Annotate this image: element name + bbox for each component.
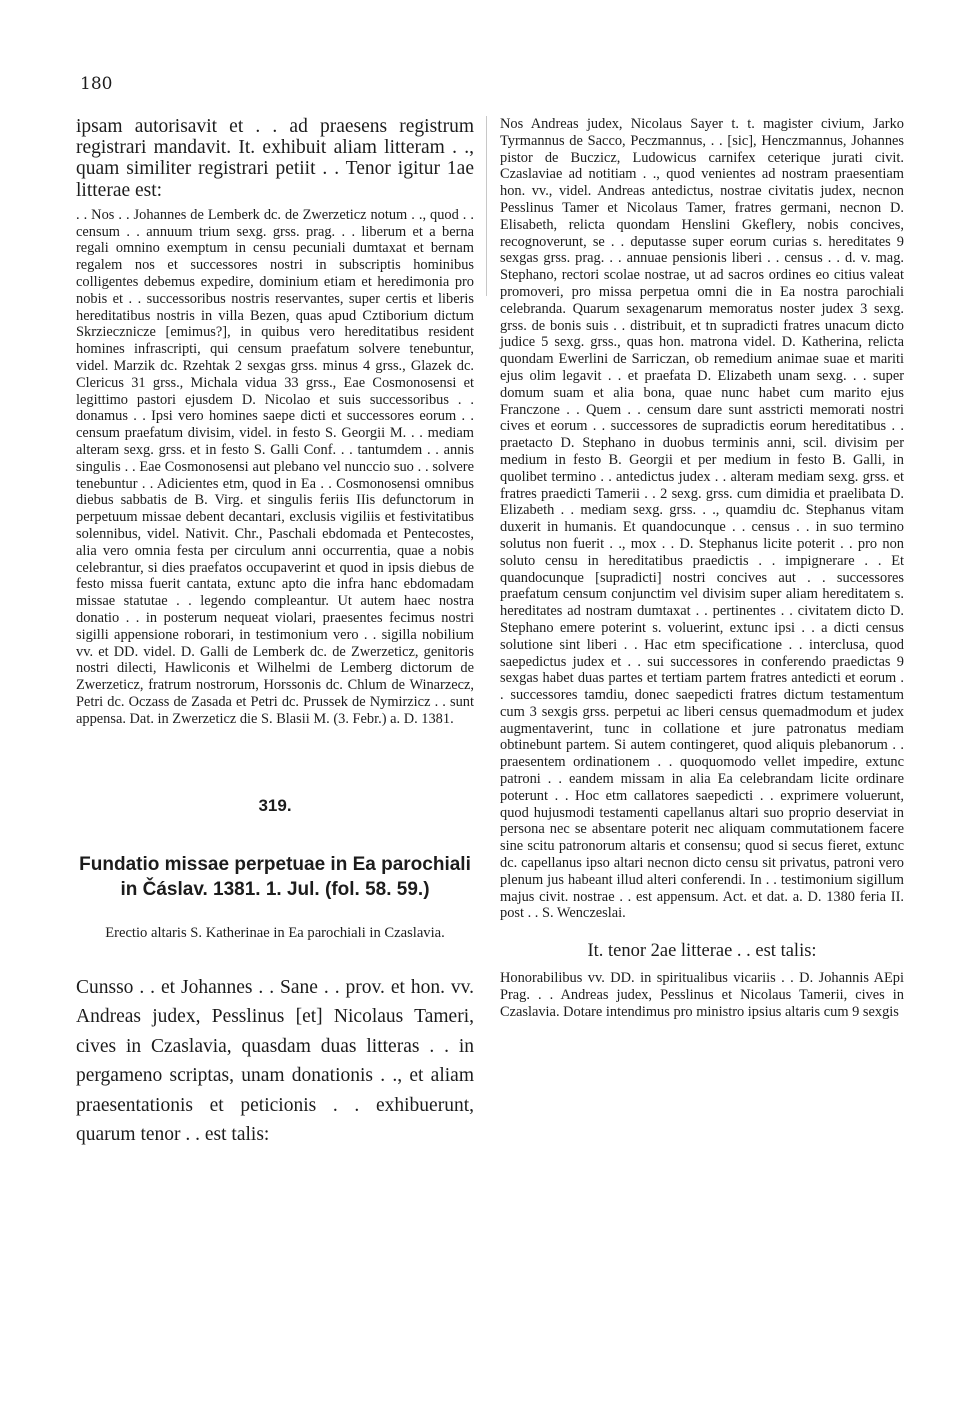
charter-paragraph-left: . . Nos . . Johannes de Lemberk dc. de Zwerzeticz notum . ., quod . . censum . . annuum trium sexg. grss. prag. . . liberum et a berna regali omnino exemptum in censu pecuniali dumtaxat et bernam regalem nos et successores nostri in subscriptis hominibus colligentes debemus expedire, dominium etiam et heredimonia pro nobis et . . successoribus nostris reservantes, super certis et liberis hereditatibus nostris in villa Bezen, quas apud Cztiborium dictum Skrziecznicze [emimus?], in quibus vero hereditatibus resident homines infrascripti, qui censum praefatum solvere tenebuntur, videl. Marzik dc. Rzehtak 2 sexgas grss. minus 4 grss., Glazek dc. Clericus 31 grss., Michala vidua 33 grss., Eae Cosmonosensi et legittimo pastori ejusdem D. Nicolao et suis successoribus . . donamus . . Ipsi vero homines saepe dicti et successores eorum . . censum praefatum divisim, videl. in festo S. Georgii M. . . mediam alteram sexg. grss. et in festo S. Galli Conf. . . tantumdem . . annis singulis . . Eae Cosmonosensi aut plebano vel nunccio suo . . solvere tenebuntur . . Adicientes etm, quod in Ea . . Cosmonosensi omnibus diebus sabbatis de B. Virg. et singulis feriis IIis defunctorum in perpetuum missae debent decantari, exclusis vigiliis et festivitatibus solennibus, videl. Nativit. Chr., Paschali ebdomada et Pentecostes, alia vero omnia festa per circulum anni occurrentia, quae a nobis celebrantur, si dies praefatos occupaverint et quod in ipsis diebus de festo missa fuerit cantata, extunc apto die infra hanc ebdomadam missae statutae . . legendo compleantur. Ut autem haec nostra donatio . . in posterum nequeat violari, praesentes fecimus nostri sigilli appensione roborari, in testimonium vero . . sigilla nobilium vv. et DD. videl. D. Galli de Lemberk dc. de Zwerzeticz, genitoris nostri dilecti, Hawliconis et Wilhelmi de Lemberg dictorum de Zwerzeticz, fratrum nostrorum, Horssonis dc. Chlum de Winarzecz, Petri dc. Oczass de Zasada et Petri dc. Prussek de Nymirzicz . . sunt appensa. Dat. in Zwerzeticz die S. Blasii M. (3. Febr.) a. D. 1381. — [76, 206, 474, 727]
intro-paragraph: ipsam autorisavit et . . ad praesens registrum registrari mandavit. It. exhibuit aliam litteram . ., quam similiter registrari petiit . . Tenor igitur 1ae litterae est: — [76, 116, 474, 201]
left-column — [76, 116, 474, 1150]
page-number: 180 — [80, 74, 113, 94]
second-letter-text: Honorabilibus vv. DD. in spiritualibus vicariis . . D. Johannis AEpi Prag. . . Andreas judex, Pesslinus et Nicolaus Tamerii, cives in Czaslavia. Dotare intendimus pro ministro ipsius altaris cum 9 sexgis — [500, 970, 904, 1020]
second-letter-heading: It. tenor 2ae litterae . . est talis: — [587, 941, 817, 962]
entry-number: 319. — [258, 795, 292, 815]
entry-body: Cunsso . . et Johannes . . Sane . . prov. et hon. vv. Andreas judex, Pesslinus [et] Nicolaus Tameri, cives in Czaslavia, quasdam duas litteras . . in pergameno scriptas, unam donationis . ., et aliam praesentationis et peticionis . . exhibuerunt, quarum tenor . . est talis: — [76, 976, 474, 1146]
entry-subtitle: Erectio altaris S. Katherinae in Ea parochiali in Czaslavia. — [105, 924, 445, 941]
column-divider — [486, 116, 487, 296]
entry-title: Fundatio missae perpetuae in Ea parochiali in Čáslav. 1381. 1. Jul. (fol. 58. 59.) — [79, 853, 471, 900]
right-column — [500, 116, 904, 1021]
charter-paragraph-right: Nos Andreas judex, Nicolaus Sayer t. t. magister civium, Jarko Tyrmannus de Sacco, Peczmannus, . . [sic], Henczmannus, Johannes pistor de Buczicz, Ludowicus carnifex ceterique jurati civit. Czaslaviae ad notitiam . ., quod venientes ad nostram praesentiam hon. vv., videl. Andreas antedictus, nostrae civitatis judex, necnon Pesslinus Tamer et Nicolaus Tamer, fratres germani, necnon D. Elisabeth, relicta quondam Henslini Gkeflery, nobis concives, recognoverunt, se . . deputasse super eorum curias s. hereditates 9 sexgas grss. prag. . . annuae pensionis liberi . . census . . d. v. mag. Stephano, rectori scolae nostrae, ut ad sacros ordines eo citius valeat promoveri, pro missa perpetua omni die in Ea nostra parochiali celebranda. Quarum sexagenarum memoratus noster judex 3 sexg. grss. de bonis suis . . distribuit, et tn supradicti fratres unacum dicto judice 5 sexg. grss., quas hon. matrona videl. D. Katherina, relicta quondam Ewerlini de Sarriczan, ob remedium animae suae et mariti ejus olim legavit . . et praefata D. Elizabeth unam sexg. . . super domum suam et alia bona, quae nunc habet cum marito ejus Franczone . . Quem . . censum dare sunt asstricti memorati nostri cives et eorum . . successores de supradictis eorum hereditatibus . . praetacto D. Stephano in duobus terminis anni, scil. divisim per medium in festo B. Georgii et per medium in festo B. Galli, in quolibet termino . . antedictus judex . . alteram mediam sexg. grss. et fratres praedicti Tamerii . . 2 sexg. grss. cum dimidia et praelibata D. Elizabeth . . mediam sexg. grss. . ., quamdiu dc. Stephanus vitam duxerit in humanis. Et quandocunque . . census . . in suo termino solutus non fuerit . ., mox . . D. Stephanus licite poterit . . pro non soluto censu in hereditatibus praedictis . . impignerare . . Et quandocunque [supradicti] nostri concives aut . . successores praefatum censum conjunctim vel divisim super aliam hereditatem s. hereditates ad nostram dumtaxat . . pertinentes . . civitatem dicto D. Stephano emere poterint s. voluerint, extunc ipsi . . a dicti census solutione sint liberi . . Hac etm specificatione . . interclusa, quod saepedictus judex et . . sui successores in conferendo praedictas 9 sexgas habet duas partes et tertiam partem fratres antedicti et eorum . . successores tamdiu, donec saepedicti fratres dictum testamentum cum 3 sexgis grss. perpetui ac liberi census quemadmodum et judex augmentaverint, tunc in collatione et jure patronatus mediam obtinebunt partem. Si autem contingeret, quod aliquis plebanorum . . praesentem ordinationem . . quoquomodo vellet impedire, extunc patroni . . eandem missam in alia Ea celebrandam licite ordinare poterunt . . Hoc etm callatores saepedicti . . exprimere voluerunt, quod hujusmodi testamenti capellanus altari suo proprio deserviat in persona nec se absentare poterit nec aliquam commutationem facere sine scitu patronorum altaris et consensu; quod si secus fieret, extunc dc. capellanus ipso altari necnon dicto censu sit privatus, patroni vero plenum jus habeant illud alteri conferendi. In . . testimonium sigillum majus civit. nostrae . . est appensum. Act. et dat. a. D. 1380 feria II. post . . S. Wenczeslai. — [500, 116, 904, 922]
